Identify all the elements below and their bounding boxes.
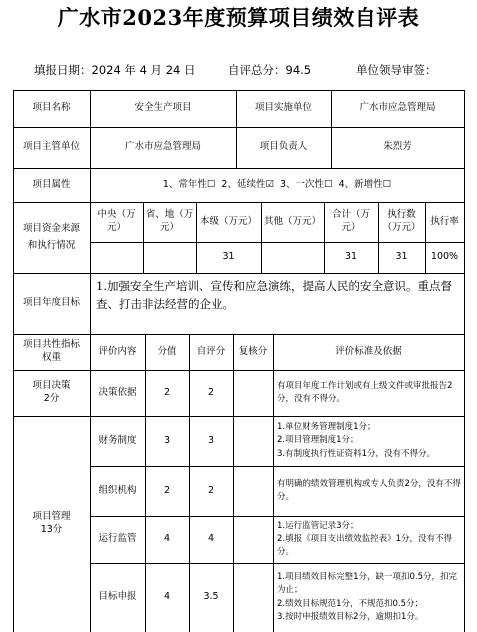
col-header-content: 评价内容	[98, 345, 137, 357]
indicator-review-score	[233, 416, 273, 466]
indicator-self-score: 2	[207, 484, 215, 496]
leader-review: 单位领导审签：	[356, 63, 437, 77]
funding-value	[143, 242, 196, 273]
indicator-score: 2	[163, 484, 171, 496]
col-header-review: 复核分	[238, 345, 268, 357]
project-dept: 广水市应急管理局	[124, 141, 201, 153]
indicator-self-score: 3.5	[203, 591, 219, 603]
section-management: 项目管理 13分	[32, 511, 71, 535]
indicator-score: 4	[163, 591, 171, 603]
indicator-review-score	[233, 516, 273, 563]
indicator-score: 3	[163, 434, 171, 446]
funding-value: 31	[222, 251, 235, 263]
indicator-score: 2	[163, 386, 171, 398]
col-header-criteria: 评价标准及依据	[335, 345, 402, 357]
fill-date: 填报日期：2024 年 4 月 24 日	[34, 63, 196, 77]
funding-header: 省、地（万元）	[145, 209, 194, 233]
project-attr: 1、常年性☐ 2、延续性☑ 3、一次性☐ 4、新增性☐	[162, 178, 392, 190]
indicator-content: 组织机构	[98, 484, 137, 496]
indicator-criteria: 1.项目绩效目标完整1分，缺一项扣0.5分，扣完为止； 2.绩效目标规范1分，不规范扣0.5分； 3.按时申报绩效目标2分，逾期扣1分。	[277, 572, 458, 622]
funding-value: 31	[344, 251, 358, 263]
indicator-criteria: 有明确的绩效管理机构或专人负责2分，没有不得分。	[277, 478, 461, 502]
funding-header: 合计（万元）	[331, 209, 370, 233]
project-dept-label: 项目主管单位	[22, 141, 80, 153]
indicator-content: 财务制度	[98, 434, 137, 446]
indicator-review-score	[233, 370, 273, 416]
indicator-criteria: 1.运行监管记录3分； 2.填报《项目支出绩效监控表》1分，没有不得分。	[277, 520, 453, 558]
project-name: 安全生产项目	[134, 102, 192, 114]
goal-text: 1.加强安全生产培训、宣传和应急演练，提高人民的安全意识。重点督查、打击非法经营的企业。	[96, 279, 452, 312]
funding-label: 项目资金来源和执行情况	[22, 223, 80, 251]
indicator-score: 4	[163, 533, 171, 545]
indicator-content: 目标申报	[98, 591, 137, 603]
col-header-score: 分值	[157, 345, 177, 357]
funding-header: 执行数（万元）	[382, 209, 421, 233]
indicator-self-score: 2	[207, 386, 215, 398]
indicator-criteria: 有项目年度工作计划或有上级文件或审批报告2分，没有不得分。	[277, 380, 453, 404]
indicator-criteria: 1.单位财务管理制度1分； 2.项目管理制度1分； 3.有制度执行性证资料1分，没有不得分。	[277, 422, 436, 459]
indicator-content: 运行监管	[98, 533, 137, 545]
project-owner-label: 项目负责人	[259, 141, 308, 153]
project-attr-label: 项目属性	[32, 178, 71, 190]
project-owner: 朱烈芳	[383, 141, 412, 153]
indicator-weight-label: 项目共性指标权重	[22, 339, 80, 363]
funding-header: 执行率	[430, 215, 459, 227]
indicator-review-score	[233, 466, 273, 516]
indicator-self-score: 3	[207, 434, 215, 446]
funding-header: 中央（万元）	[97, 209, 136, 233]
goal-label: 项目年度目标	[23, 297, 81, 309]
funding-value: 100%	[430, 251, 459, 263]
section-decision: 项目决策 2分	[32, 380, 71, 404]
funding-value	[90, 242, 143, 273]
indicator-content: 决策依据	[98, 386, 137, 398]
indicator-self-score: 4	[207, 533, 215, 545]
indicator-review-score	[233, 563, 273, 632]
funding-value	[261, 242, 324, 273]
funding-value: 31	[395, 251, 408, 263]
page-title: 广水市2023年度预算项目绩效自评表	[57, 5, 420, 30]
project-unit-label: 项目实施单位	[254, 102, 312, 114]
funding-header: 本级（万元）	[199, 215, 257, 227]
project-name-label: 项目名称	[32, 102, 71, 114]
col-header-self: 自评分	[196, 345, 226, 357]
funding-header: 其他（万元）	[263, 215, 321, 227]
table-right-border	[464, 90, 465, 632]
total-score: 自评总分：94.5	[228, 63, 312, 77]
project-unit: 广水市应急管理局	[359, 102, 436, 114]
